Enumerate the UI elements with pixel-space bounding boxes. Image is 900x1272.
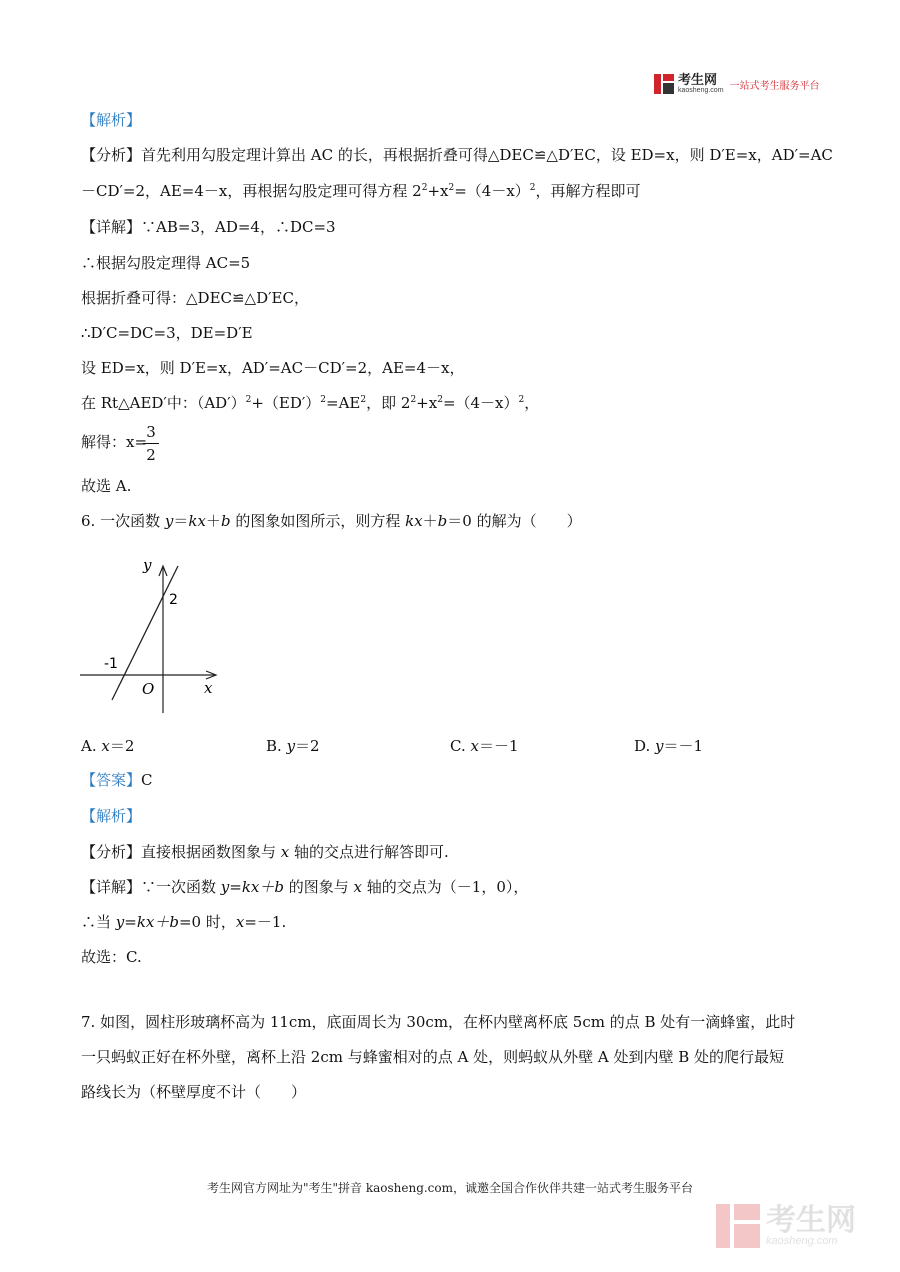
text-run: =AE — [326, 394, 361, 412]
option-letter: D. — [634, 737, 656, 755]
q6-stem — [81, 511, 582, 531]
text-run: =（4－x） — [442, 394, 519, 412]
text-run: ＋ — [422, 512, 438, 530]
analysis-text: 首先利用勾股定理计算出 AC 的长，再根据折叠可得△DEC≌△D′EC，设 ED=x，则 D′E=x，AD′=AC — [141, 146, 833, 164]
text-run: 轴的交点为（－1，0）， — [362, 878, 529, 896]
q6-detail-line1 — [81, 877, 528, 897]
text-run: 直接根据函数图象与 — [141, 843, 281, 861]
q5-jiexi-heading: 【解析】 — [81, 111, 142, 129]
q7-line2: 一只蚂蚁正好在杯外壁，离杯上沿 2cm 与蜂蜜相对的点 A 处，则蚂蚁从外壁 A 处到内壁 B 处的爬行最短 — [81, 1048, 785, 1066]
q5-detail-line2: ∴根据勾股定理得 AC=5 — [81, 254, 251, 272]
italic-var: y — [164, 512, 174, 530]
logo-domain: kaosheng.com — [678, 87, 724, 94]
detail-tag: 【详解】 — [81, 878, 142, 896]
q5-detail-line4: ∴D′C=DC=3，DE=D′E — [81, 324, 253, 342]
option-d[interactable] — [634, 736, 703, 756]
fraction-numerator: 3 — [146, 423, 156, 441]
q6-analysis — [81, 842, 449, 862]
italic-var: x — [280, 843, 290, 861]
superscript: 2 — [320, 395, 327, 405]
option-c[interactable] — [450, 736, 519, 756]
text-run: =－1. — [244, 913, 287, 931]
q6-jiexi-heading: 【解析】 — [81, 807, 142, 825]
italic-var: x — [470, 737, 479, 755]
italic-var: y=kx＋b — [115, 913, 179, 931]
text-run: ， — [524, 394, 540, 412]
fraction-three-halves — [143, 422, 159, 465]
superscript: 2 — [360, 395, 367, 405]
text-run: ∵一次函数 — [141, 878, 221, 896]
logo-chinese-name: 考生网 — [678, 73, 718, 88]
y-intercept-label: 2 — [169, 592, 178, 608]
q7-line1: 7. 如图，圆柱形玻璃杯高为 11cm，底面周长为 30cm，在杯内壁离杯底 5cm 的点 B 处有一滴蜂蜜，此时 — [81, 1013, 796, 1031]
italic-var: y — [655, 737, 664, 755]
option-value: ＝－1 — [663, 737, 704, 755]
q7-line3: 路线长为（杯壁厚度不计（ ） — [81, 1083, 307, 1101]
text-run: 轴的交点进行解答即可. — [289, 843, 449, 861]
answer-tag: 【答案】 — [81, 771, 142, 789]
text-run: 的图象与 — [284, 878, 354, 896]
italic-var: x — [235, 913, 245, 931]
option-letter: A. — [81, 737, 102, 755]
analysis-tag: 【分析】 — [81, 843, 142, 861]
italic-var: kx — [405, 512, 423, 530]
superscript: 2 — [448, 183, 455, 193]
q6-choose-c: 故选：C. — [81, 948, 142, 966]
option-b[interactable] — [266, 736, 320, 756]
linear-function-graph — [78, 548, 228, 718]
italic-var: b — [220, 512, 231, 530]
q5-solve-label: 解得：x= — [81, 433, 148, 451]
q5-detail-line6 — [81, 393, 539, 413]
superscript: 2 — [437, 395, 443, 405]
origin-label: O — [142, 680, 155, 698]
q5-detail-line5: 设 ED=x，则 D′E=x，AD′=AC－CD′=2，AE=4－x， — [81, 359, 465, 377]
detail-tag: 【详解】 — [81, 218, 142, 236]
text-run: ＝ — [173, 512, 189, 530]
page-footer: 考生网官方网址为"考生"拼音 kaosheng.com，诚邀全国合作伙伴共建一站式考生服务平台 — [206, 1181, 694, 1195]
header-logo — [654, 74, 820, 94]
q5-choose-a: 故选 A. — [81, 477, 132, 495]
fraction-bar — [143, 443, 159, 444]
text-run: 在 Rt△AED′中：（AD′） — [81, 394, 246, 412]
text-run: －CD′=2，AE=4－x，再根据勾股定理可得方程 2 — [81, 182, 422, 200]
watermark-cn: 考生网 — [766, 1202, 856, 1238]
superscript: 2 — [421, 183, 428, 193]
option-letter: B. — [266, 737, 287, 755]
x-intercept-label: -1 — [104, 656, 118, 672]
italic-var: x — [353, 878, 363, 896]
option-value: ＝2 — [295, 737, 320, 755]
text-run: 的图象如图所示，则方程 — [230, 512, 406, 530]
text-run: ，再解方程即可 — [535, 182, 641, 200]
superscript: 2 — [245, 395, 252, 405]
superscript: 2 — [410, 395, 417, 405]
superscript: 2 — [518, 395, 525, 405]
q5-detail-line3: 根据折叠可得：△DEC≌△D′EC， — [81, 289, 309, 307]
text-run: ∵AB=3，AD=4，∴DC=3 — [141, 218, 336, 236]
y-axis-label: y — [143, 556, 152, 574]
analysis-tag: 【分析】 — [81, 146, 142, 164]
option-a[interactable] — [81, 736, 134, 756]
option-value: ＝2 — [109, 737, 135, 755]
italic-var: x — [101, 737, 110, 755]
italic-var: y=kx＋b — [220, 878, 284, 896]
q5-analysis-line1 — [81, 145, 833, 165]
italic-var: kx — [188, 512, 206, 530]
option-letter: C. — [450, 737, 471, 755]
watermark-logo-icon — [716, 1204, 760, 1248]
text-run: ∴当 — [81, 913, 116, 931]
text-run: +（ED′） — [251, 394, 321, 412]
q5-detail-line1 — [81, 217, 336, 237]
text-run: +x — [416, 394, 438, 412]
q5-analysis-line2 — [81, 181, 641, 201]
text-run: ，即 2 — [366, 394, 411, 412]
q6-detail-line2 — [81, 912, 286, 932]
watermark — [716, 1204, 856, 1248]
kaosheng-logo-icon — [654, 74, 674, 94]
text-run: +x — [427, 182, 449, 200]
option-value: ＝－1 — [478, 737, 519, 755]
answer-value: C — [141, 771, 153, 789]
fraction-denominator: 2 — [146, 446, 156, 464]
superscript: 2 — [529, 183, 536, 193]
text-run: ＝0 的解为（ ） — [447, 512, 582, 530]
italic-var: y — [286, 737, 296, 755]
q6-answer — [81, 770, 153, 790]
watermark-en: kaosheng.com — [766, 1234, 838, 1247]
text-run: 6. 一次函数 — [81, 512, 165, 530]
italic-var: b — [437, 512, 448, 530]
x-axis-label: x — [204, 679, 213, 697]
text-run: =（4－x） — [454, 182, 530, 200]
text-run: ＋ — [205, 512, 221, 530]
text-run: =0 时， — [178, 913, 236, 931]
header-slogan: 一站式考生服务平台 — [729, 80, 820, 92]
